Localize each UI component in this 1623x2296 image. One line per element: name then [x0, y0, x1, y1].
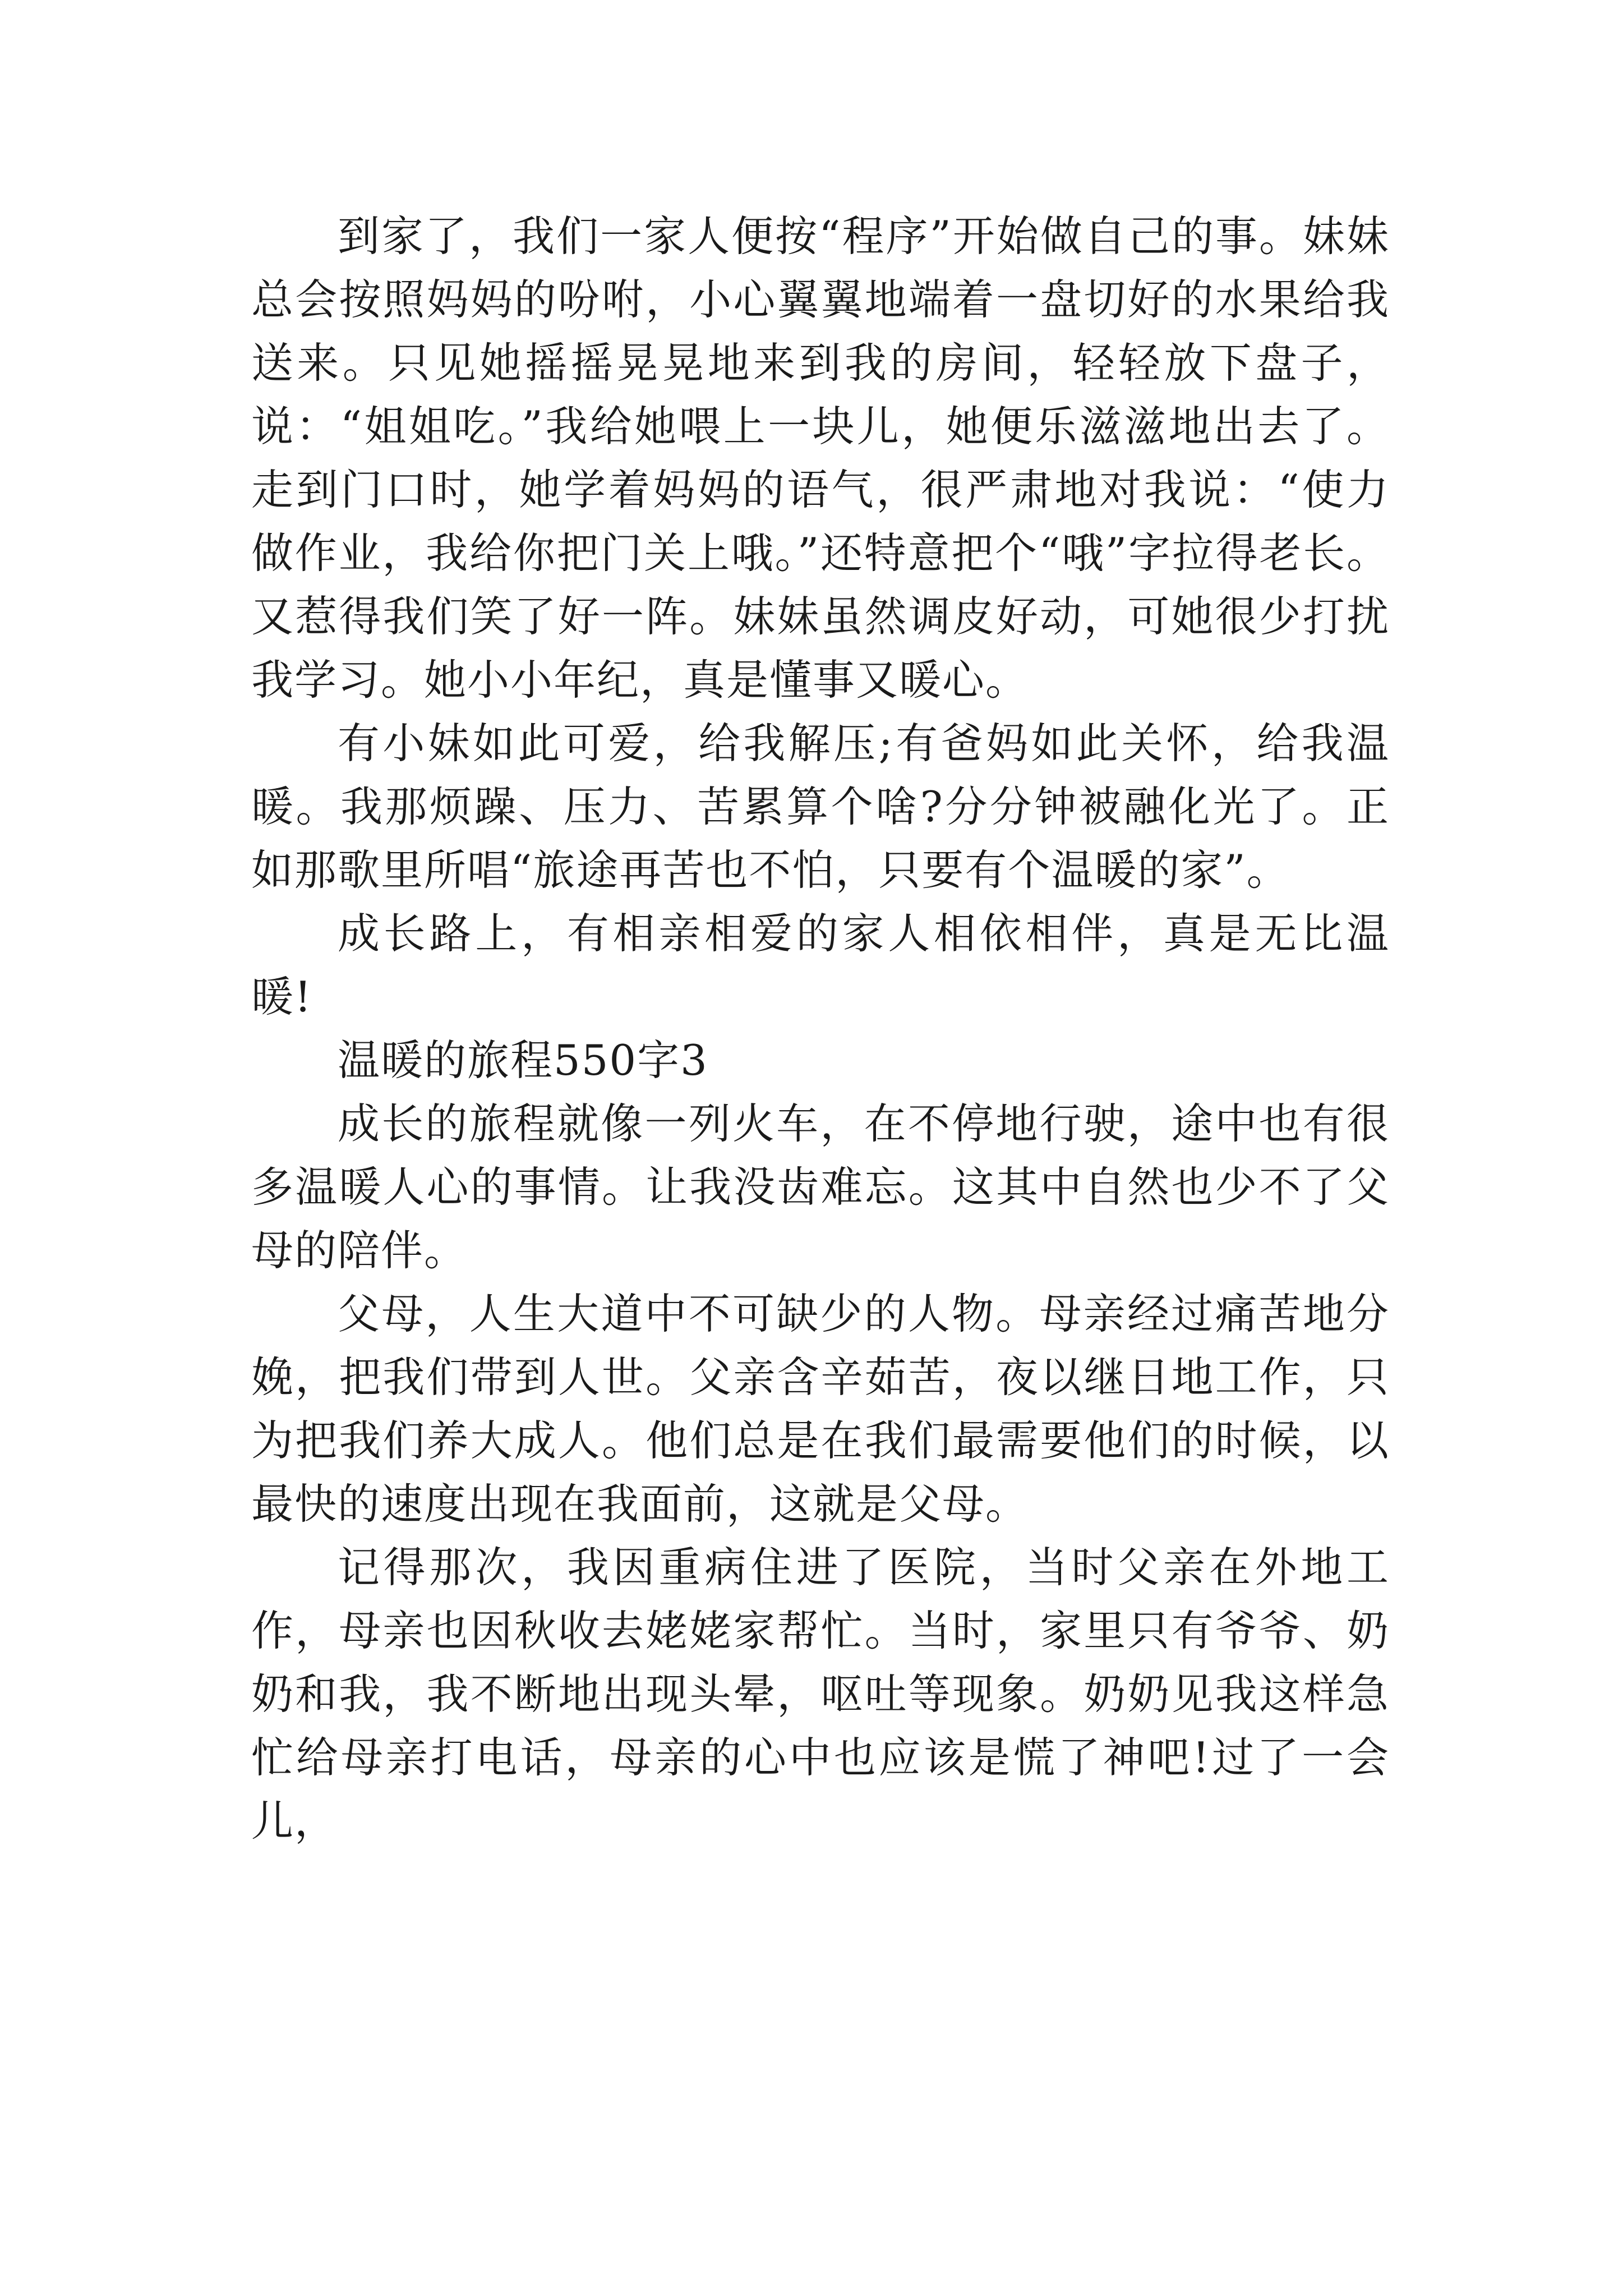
document-body [251, 205, 1390, 1853]
paragraph-1: 到家了，我们一家人便按“程序”开始做自己的事。妹妹总会按照妈妈的吩咐，小心翼翼地端着一盘切好的水果给我送来。只见她摇摇晃晃地来到我的房间，轻轻放下盘子，说：“姐姐吃。”我给她喂上一块儿，她便乐滋滋地出去了。走到门口时，她学着妈妈的语气，很严肃地对我说：“使力做作业，我给你把门关上哦。”还特意把个“哦”字拉得老长。又惹得我们笑了好一阵。妹妹虽然调皮好动，可她很少打扰我学习。她小小年纪，真是懂事又暖心。 [251, 211, 1390, 705]
paragraph-5: 父母，人生大道中不可缺少的人物。母亲经过痛苦地分娩，把我们带到人世。父亲含辛茹苦，夜以继日地工作，只为把我们养大成人。他们总是在我们最需要他们的时候，以最快的速度出现在我面前，这就是父母。 [251, 1289, 1390, 1529]
paragraph-2: 有小妹如此可爱，给我解压;有爸妈如此关怀，给我温暖。我那烦躁、压力、苦累算个啥?分分钟被融化光了。正如那歌里所唱“旅途再苦也不怕，只要有个温暖的家”。 [251, 719, 1390, 895]
paragraph-6: 记得那次，我因重病住进了医院，当时父亲在外地工作，母亲也因秋收去姥姥家帮忙。当时，家里只有爷爷、奶奶和我，我不断地出现头晕，呕吐等现象。奶奶见我这样急忙给母亲打电话，母亲的心中也应该是慌了神吧!过了一会儿， [251, 1543, 1390, 1846]
paragraph-4: 成长的旅程就像一列火车，在不停地行驶，途中也有很多温暖人心的事情。让我没齿难忘。这其中自然也少不了父母的陪伴。 [251, 1099, 1390, 1275]
section-heading: 温暖的旅程550字3 [338, 1036, 708, 1085]
paragraph-3: 成长路上，有相亲相爱的家人相依相伴，真是无比温暖! [251, 909, 1390, 1022]
